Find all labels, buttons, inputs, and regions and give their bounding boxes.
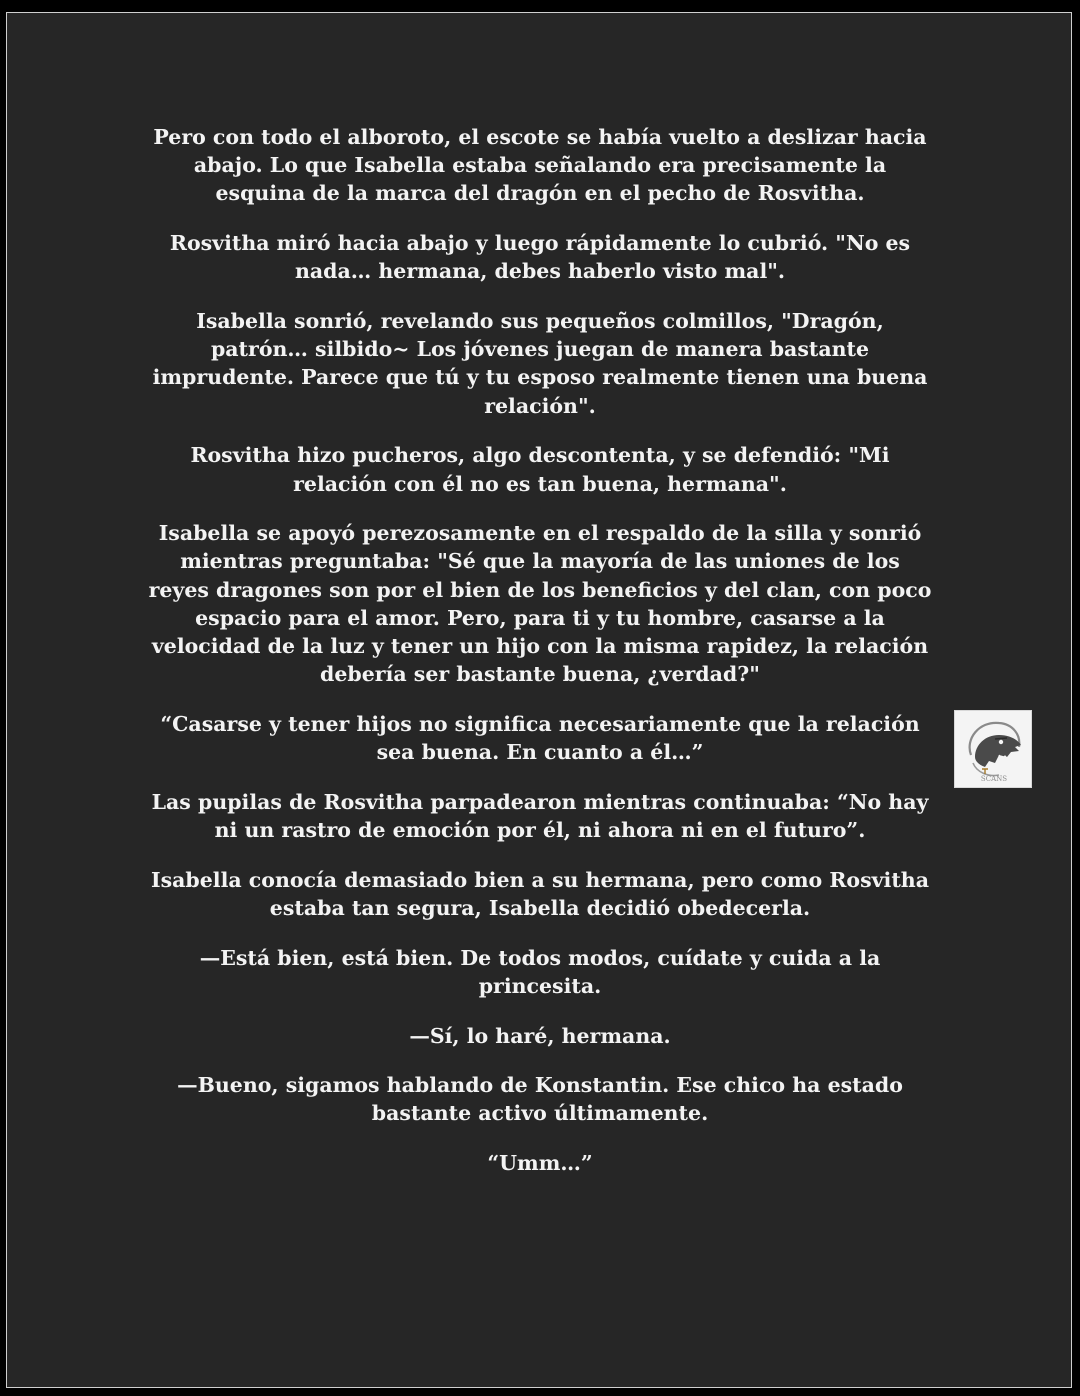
paragraph: Pero con todo el alboroto, el escote se había vuelto a deslizar hacia abajo. Lo que Isabella estaba señalando era precisamente la esquina de la marca del dragón en el pecho de Rosvitha. xyxy=(153,125,927,206)
paragraph: —Sí, lo haré, hermana. xyxy=(409,1023,671,1048)
paragraph: Las pupilas de Rosvitha parpadearon mientras continuaba: “No hay ni un rastro de emoción por él, ni ahora ni en el futuro”. xyxy=(151,789,929,843)
dinosaur-head-logo-icon xyxy=(955,711,1032,788)
paragraph: Isabella se apoyó perezosamente en el respaldo de la silla y sonrió mientras preguntaba: "Sé que la mayoría de las uniones de los reyes dragones son por el bien de los beneficios y del clan, con poco espacio para el amor. Pero, para ti y tu hombre, casarse a la velocidad de la luz y tener un hijo con la misma rapidez, la relación debería ser bastante buena, ¿verdad?" xyxy=(148,521,932,687)
paragraph: Isabella conocía demasiado bien a su hermana, pero como Rosvitha estaba tan segura, Isabella decidió obedecerla. xyxy=(151,867,929,920)
watermark-text: SCANS xyxy=(980,775,1008,783)
paragraph: —Está bien, está bien. De todos modos, cuídate y cuida a la princesita. xyxy=(199,945,881,998)
paragraph: Rosvitha hizo pucheros, algo descontenta, y se defendió: "Mi relación con él no es tan buena, hermana". xyxy=(190,443,890,496)
watermark-logo xyxy=(954,710,1032,788)
paragraph: “Umm…” xyxy=(487,1151,593,1176)
paragraph: “Casarse y tener hijos no significa necesariamente que la relación sea buena. En cuanto a él…” xyxy=(160,711,920,765)
paragraph: —Bueno, sigamos hablando de Konstantin. Ese chico ha estado bastante activo últimamente. xyxy=(177,1073,903,1126)
paragraph: Isabella sonrió, revelando sus pequeños colmillos, "Dragón, patrón… silbido~ Los jóvenes juegan de manera bastante imprudente. Parece que tú y tu esposo realmente tienen una buena relación". xyxy=(152,309,928,418)
paragraph: Rosvitha miró hacia abajo y luego rápidamente lo cubrió. "No es nada… hermana, debes haberlo visto mal". xyxy=(169,231,911,284)
text-column xyxy=(148,123,932,1199)
